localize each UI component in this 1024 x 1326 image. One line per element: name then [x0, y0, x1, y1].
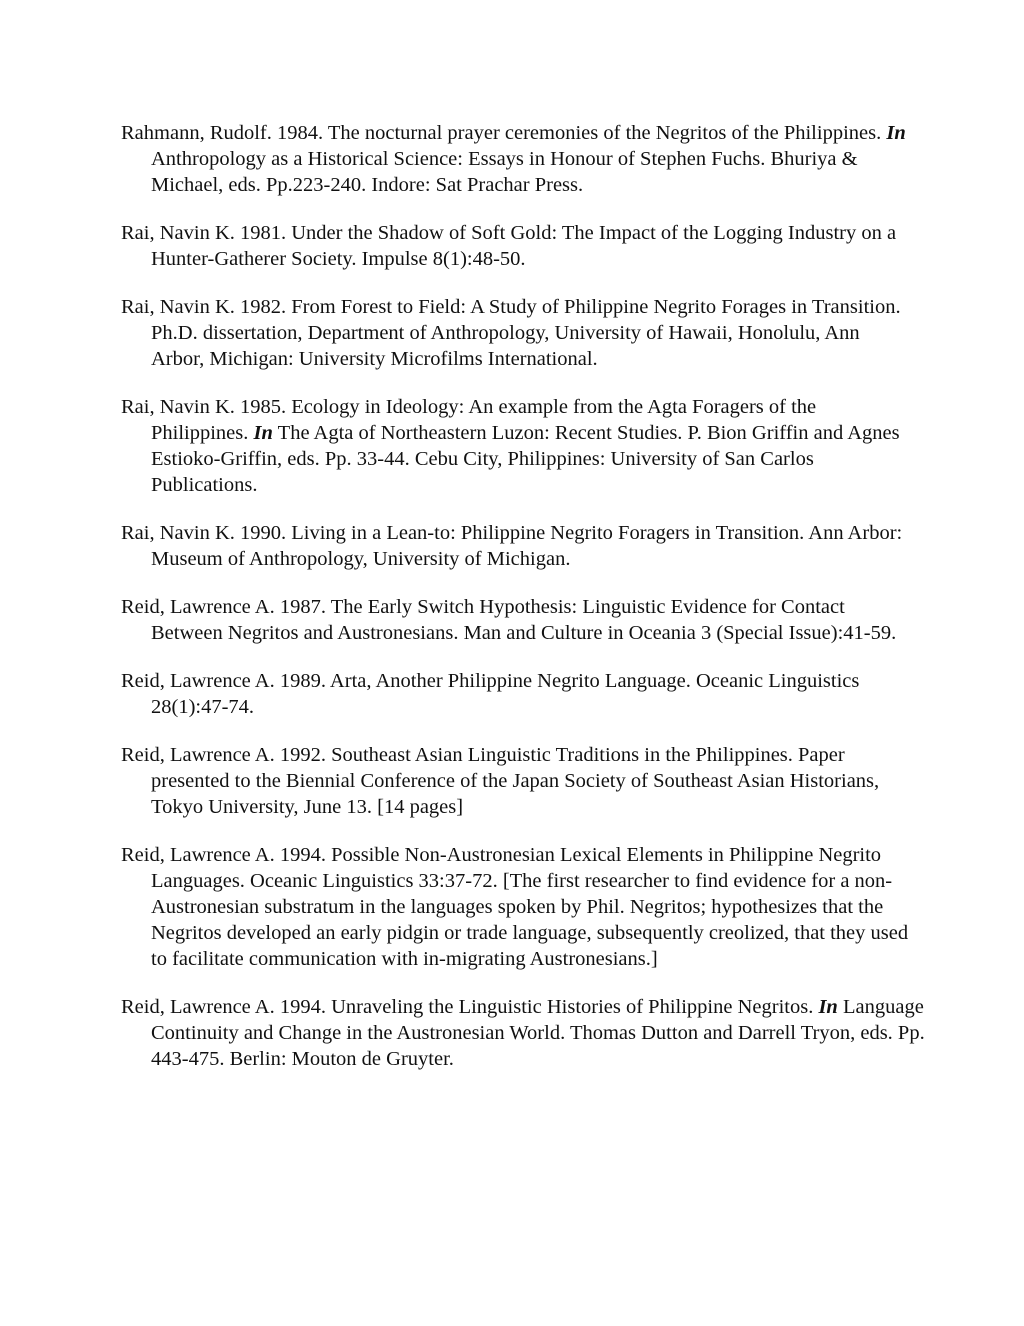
- bibliography-entry: Reid, Lawrence A. 1994. Possible Non-Austronesian Lexical Elements in Philippine Negrito Languages. Oceanic Linguistics 33:37-72. [The first researcher to find evidence for a non-Austronesian substratum in the languages spoken by Phil. Negritos; hypothesizes that the Negritos developed an early pidgin or trade language, subsequently creolized, that they used to facilitate communication with in-migrating Austronesians.]: [121, 844, 909, 970]
- bibliography-entry: Rai, Navin K. 1981. Under the Shadow of Soft Gold: The Impact of the Logging Industry on a Hunter-Gatherer Society. Impulse 8(1):48-50.: [121, 222, 897, 270]
- bibliography-entry: Rai, Navin K. 1990. Living in a Lean-to: Philippine Negrito Foragers in Transition. Ann Arbor: Museum of Anthropology, University of Michigan.: [121, 522, 903, 570]
- in-marker: In: [818, 996, 838, 1018]
- entry-text: Reid, Lawrence A. 1994. Unraveling the Linguistic Histories of Philippine Negritos.: [121, 996, 814, 1018]
- bibliography-entry: [121, 394, 911, 498]
- entry-text: Rai, Navin K. 1985. Ecology in Ideology: An example from the Agta Foragers of the Philippines.: [121, 396, 817, 444]
- bibliography-entry: Rai, Navin K. 1982. From Forest to Field: A Study of Philippine Negrito Forages in Transition. Ph.D. dissertation, Department of Anthropology, University of Hawaii, Honolulu, Ann Arbor, Michigan: University Microfilms International.: [121, 296, 901, 370]
- bibliography-entry: Reid, Lawrence A. 1989. Arta, Another Philippine Negrito Language. Oceanic Linguistics 28(1):47-74.: [121, 670, 860, 718]
- bibliography-list: [121, 120, 925, 1094]
- in-marker: In: [886, 122, 906, 144]
- entry-text: Anthropology as a Historical Science: Essays in Honour of Stephen Fuchs. Bhuriya & Michael, eds. Pp.223-240. Indore: Sat Prachar Press.: [151, 148, 858, 196]
- in-marker: In: [253, 422, 273, 444]
- bibliography-entry: [121, 994, 931, 1072]
- entry-text: Rahmann, Rudolf. 1984. The nocturnal prayer ceremonies of the Negritos of the Philippines.: [121, 122, 882, 144]
- entry-text: The Agta of Northeastern Luzon: Recent Studies. P. Bion Griffin and Agnes Estioko-Griffin, eds. Pp. 33-44. Cebu City, Philippines: University of San Carlos Publications.: [151, 422, 900, 496]
- bibliography-entry: [121, 120, 911, 198]
- bibliography-entry: Reid, Lawrence A. 1992. Southeast Asian Linguistic Traditions in the Philippines. Paper presented to the Biennial Conference of the Japan Society of Southeast Asian Historians, Tokyo University, June 13. [14 pages]: [121, 744, 880, 818]
- bibliography-entry: Reid, Lawrence A. 1987. The Early Switch Hypothesis: Linguistic Evidence for Contact Between Negritos and Austronesians. Man and Culture in Oceania 3 (Special Issue):41-59.: [121, 596, 897, 644]
- entry-text: Language Continuity and Change in the Austronesian World. Thomas Dutton and Darrell Tryon, eds. Pp. 443-475. Berlin: Mouton de Gruyter.: [151, 996, 925, 1070]
